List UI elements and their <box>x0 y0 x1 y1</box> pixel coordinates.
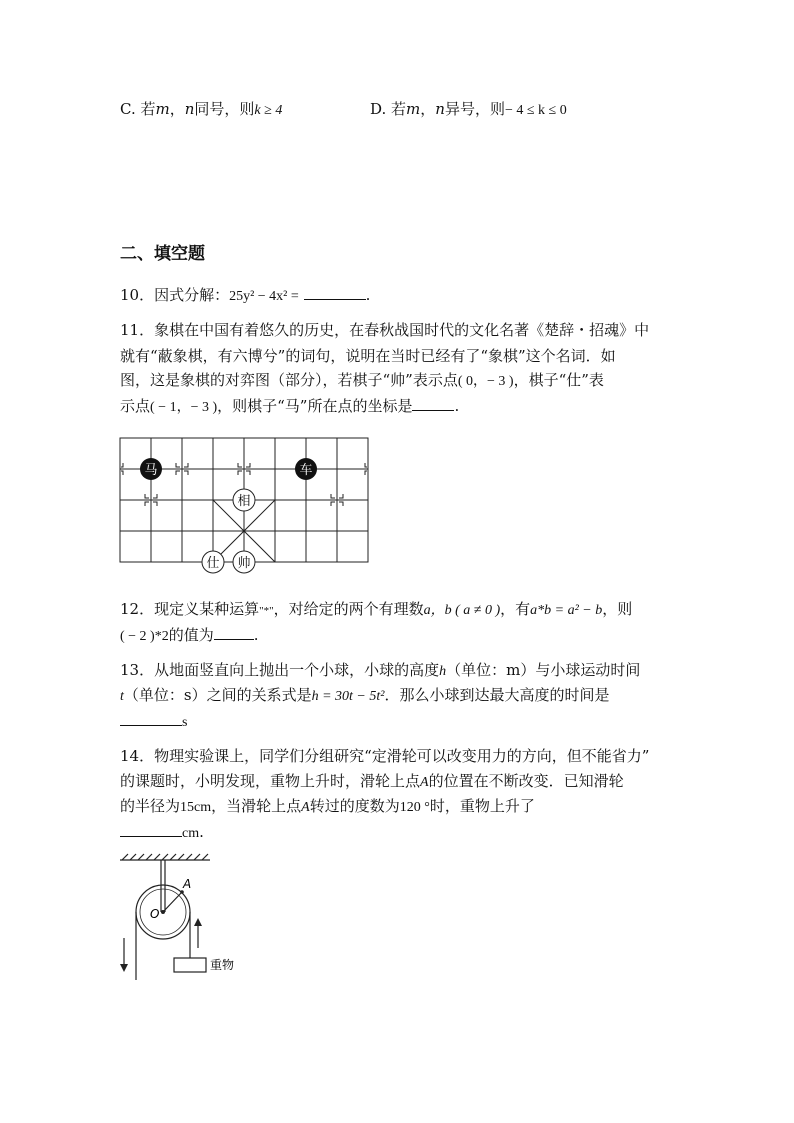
chess-board-figure <box>118 436 372 578</box>
up-arrow-icon <box>194 918 202 926</box>
point-a: A <box>420 775 429 790</box>
q14-line1: 14．物理实验课上，同学们分组研究“定滑轮可以改变用力的方向，但不能省力” <box>120 747 650 765</box>
option-c <box>120 102 282 118</box>
period: . <box>365 286 371 304</box>
option-d <box>370 102 567 118</box>
q14-text4: ，当滑轮上点 <box>211 797 302 815</box>
option-d-text: 异号，则 <box>444 100 505 118</box>
var-n: n <box>435 100 445 118</box>
piece-shi-label: 仕 <box>206 556 220 571</box>
answer-blank[interactable] <box>120 713 182 726</box>
q14-text2: 的位置在不断改变．已知滑轮 <box>428 772 624 790</box>
radius-line <box>163 892 182 912</box>
q12-text5: 的值为 <box>168 626 214 644</box>
comma: ， <box>420 100 436 118</box>
piece-shuai-label: 帅 <box>237 556 251 571</box>
q12-operator: "*" <box>259 605 274 617</box>
q13-text: 13．从地面竖直向上抛出一个小球，小球的高度 <box>120 661 440 679</box>
q14-line2 <box>120 774 624 790</box>
q11-line4-text2: ，则棋子“马”所在点的坐标是 <box>217 397 413 415</box>
question-10 <box>120 287 370 304</box>
q14-text: 的课题时，小明发现，重物上升时，滑轮上点 <box>120 772 421 790</box>
piece-che <box>295 458 317 480</box>
angle-value: 120 ° <box>399 800 430 815</box>
var-m: m <box>406 100 421 118</box>
q14-line3 <box>120 799 535 815</box>
var-n: n <box>184 100 195 118</box>
piece-shi <box>202 551 224 573</box>
q12-line2 <box>120 627 259 644</box>
unit-cm: cm <box>182 826 200 841</box>
center-point <box>161 910 165 914</box>
q14-text6: 时，重物上升了 <box>429 797 535 815</box>
period: . <box>454 397 460 415</box>
label-a: A <box>183 877 192 891</box>
piece-ma-label: 马 <box>144 463 158 478</box>
var-t: t <box>120 689 124 704</box>
answer-blank[interactable] <box>120 824 182 837</box>
q13-formula: h = 30t − 5t² <box>311 689 385 704</box>
ceiling-hatch <box>122 854 208 860</box>
piece-xiang <box>233 489 255 511</box>
label-weight: 重物 <box>210 958 235 972</box>
q10-math: 25y² − 4x² = <box>229 289 299 304</box>
answer-blank[interactable] <box>304 287 366 300</box>
point-shuai: ( 0，− 3 ) <box>457 374 514 389</box>
piece-xiang-label: 相 <box>237 494 251 509</box>
q12-line1 <box>120 602 632 619</box>
q13-line3 <box>120 713 187 730</box>
q11-line4 <box>120 398 459 415</box>
q12-text2: ，对给定的两个有理数 <box>273 600 424 618</box>
unit-s: s <box>182 715 188 730</box>
answer-blank[interactable] <box>214 627 254 640</box>
period: . <box>199 823 204 841</box>
piece-shuai <box>233 551 255 573</box>
q10-text: 10．因式分解： <box>120 286 230 304</box>
weight-box <box>174 958 206 972</box>
section-title: 二、填空题 <box>120 244 205 264</box>
label-o: O <box>150 907 160 921</box>
option-d-math: − 4 ≤ k ≤ 0 <box>504 103 567 118</box>
option-c-prefix: C. 若 <box>120 100 156 118</box>
comma: ， <box>169 100 185 118</box>
q14-text5: 转过的度数为 <box>309 797 400 815</box>
q11-line2: 就有“蔽象棋，有六博兮”的词句，说明在当时已经有了“象棋”这个名词．如 <box>120 347 616 365</box>
q12-expression: ( − 2 )*2 <box>120 629 169 644</box>
pulley-figure <box>116 852 276 988</box>
q13-text2: （单位：m）与小球运动时间 <box>446 661 641 679</box>
q12-definition: a*b = a² − b <box>530 603 603 618</box>
q11-line4-text: 示点 <box>120 397 151 415</box>
q12-text3: ，有 <box>500 600 531 618</box>
period: . <box>253 626 259 644</box>
q14-text3: 的半径为 <box>120 797 181 815</box>
q11-line3 <box>120 373 604 389</box>
q12-condition: a，b ( a ≠ 0 ) <box>423 603 501 618</box>
q13-text3: （单位：s）之间的关系式是 <box>123 686 312 704</box>
answer-blank[interactable] <box>412 398 454 411</box>
point-a: A <box>301 800 310 815</box>
radius-value: 15cm <box>180 800 212 815</box>
q13-text4: ．那么小球到达最大高度的时间是 <box>384 686 610 704</box>
q11-line3-text2: ，棋子“仕”表 <box>513 371 604 389</box>
piece-che-label: 车 <box>299 463 313 478</box>
option-c-math: k ≥ 4 <box>254 103 283 118</box>
q12-text4: ，则 <box>602 600 633 618</box>
q11-line3-text: 图，这是象棋的对弈图（部分），若棋子“帅”表示点 <box>120 371 458 389</box>
option-d-prefix: D. 若 <box>370 100 407 118</box>
piece-ma <box>140 458 162 480</box>
var-h: h <box>439 664 447 679</box>
option-c-text: 同号，则 <box>194 100 255 118</box>
q13-line1 <box>120 663 640 679</box>
q13-line2 <box>120 688 609 704</box>
var-m: m <box>155 100 170 118</box>
q14-line4 <box>120 824 204 841</box>
q11-line1: 11．象棋在中国有着悠久的历史，在春秋战国时代的文化名著《楚辞・招魂》中 <box>120 321 650 339</box>
point-shi: ( − 1，− 3 ) <box>150 400 218 415</box>
down-arrow-icon <box>120 964 128 972</box>
q12-text: 12．现定义某种运算 <box>120 600 260 618</box>
